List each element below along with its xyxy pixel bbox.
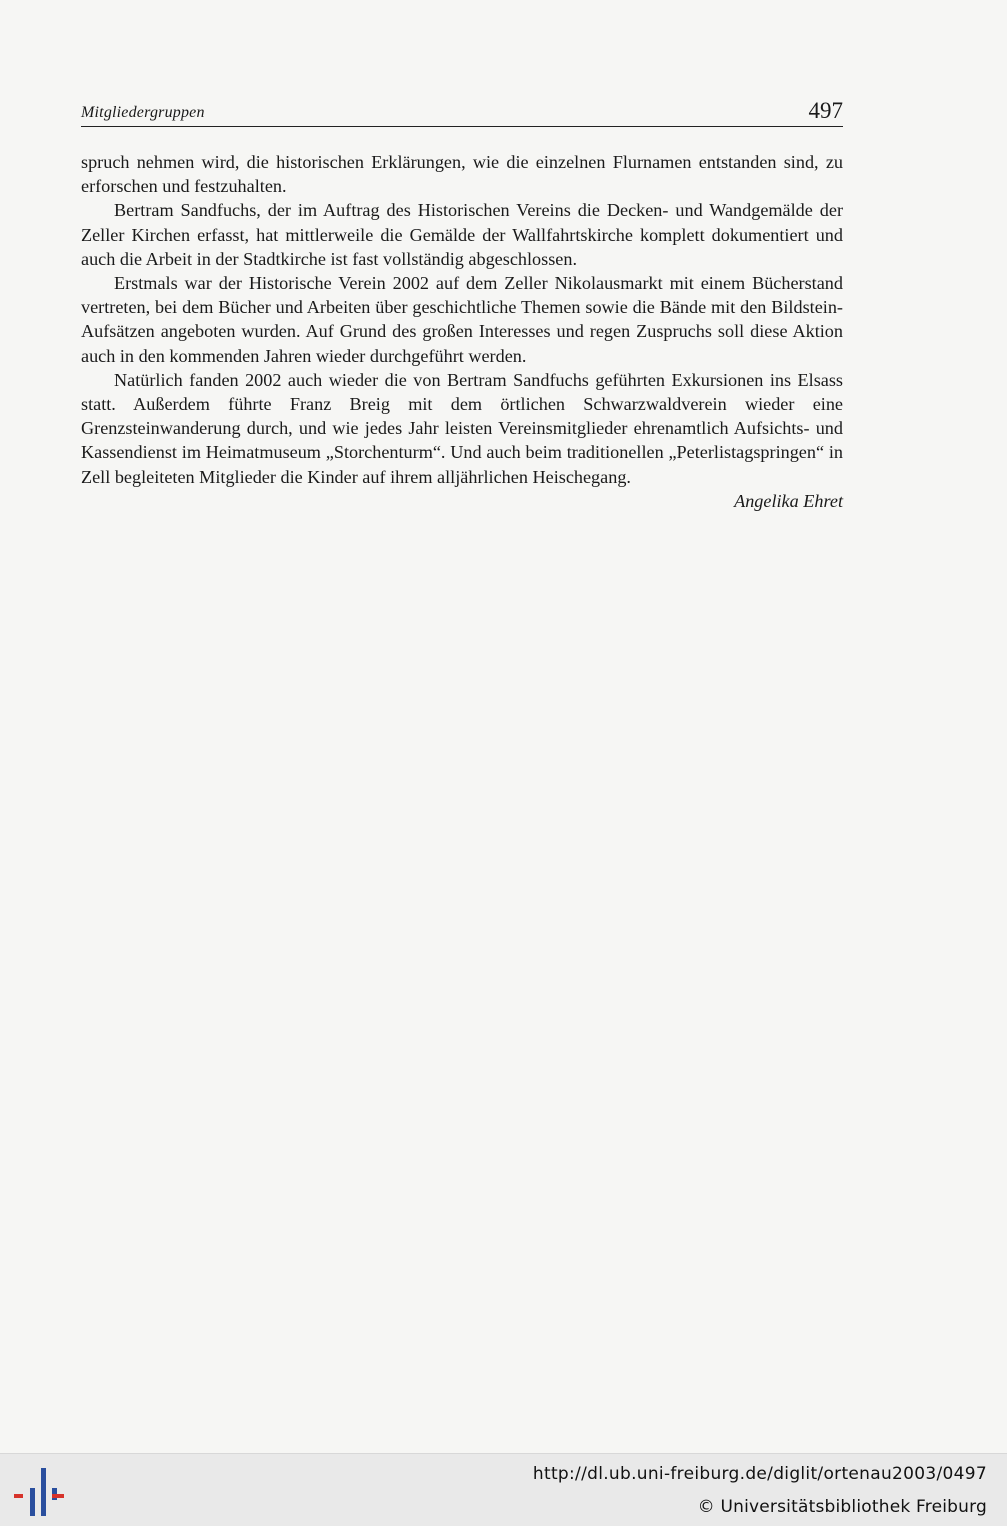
permalink-url[interactable]: http://dl.ub.uni-freiburg.de/diglit/ortenau2003/0497 xyxy=(532,1464,987,1484)
paragraph-4: Natürlich fanden 2002 auch wieder die von Bertram Sandfuchs geführten Exkursionen ins Elsass statt. Außerdem führte Franz Breig mit dem örtlichen Schwarzwaldverein wieder eine Grenzsteinwanderung durch, und wie jedes Jahr leisten Vereinsmitglieder ehrenamtlich Aufsichts- und Kassendienst im Heimatmuseum „Storchenturm“. Und auch beim traditionellen „Peterlistagspringen“ in Zell begleiteten Mitglieder die Kinder auf ihrem alljährlichen Heischegang. xyxy=(81,369,843,487)
author-signature: Angelika Ehret xyxy=(734,490,843,511)
paragraph-3: Erstmals war der Historische Verein 2002 auf dem Zeller Nikolausmarkt mit einem Bücherstand vertreten, bei dem Bücher und Arbeiten über geschichtliche Themen sowie die Bände mit den Bildstein-Aufsätzen angeboten wurden. Auf Grund des großen Interesses und regen Zuspruchs soll diese Aktion auch in den kommenden Jahren wieder durchgeführt werden. xyxy=(81,273,843,366)
ub-freiburg-logo-icon[interactable] xyxy=(14,1466,64,1518)
copyright-notice: © Universitätsbibliothek Freiburg xyxy=(697,1497,987,1517)
article-body xyxy=(81,150,843,513)
paragraph-2: Bertram Sandfuchs, der im Auftrag des Historischen Vereins die Decken- und Wandgemälde der Zeller Kirchen erfasst, hat mittlerweile die Gemälde der Wallfahrtskirche komplett dokumentiert und auch die Arbeit in der Stadtkirche ist fast vollständig abgeschlossen. xyxy=(81,200,843,269)
running-header xyxy=(81,96,843,127)
paragraph-1: spruch nehmen wird, die historischen Erklärungen, wie die einzelnen Flurnamen entstanden sind, zu erforschen und festzuhalten. xyxy=(81,152,843,197)
running-title: Mitgliedergruppen xyxy=(81,104,205,121)
page-number: 497 xyxy=(808,98,843,123)
library-footer xyxy=(0,1453,1007,1526)
